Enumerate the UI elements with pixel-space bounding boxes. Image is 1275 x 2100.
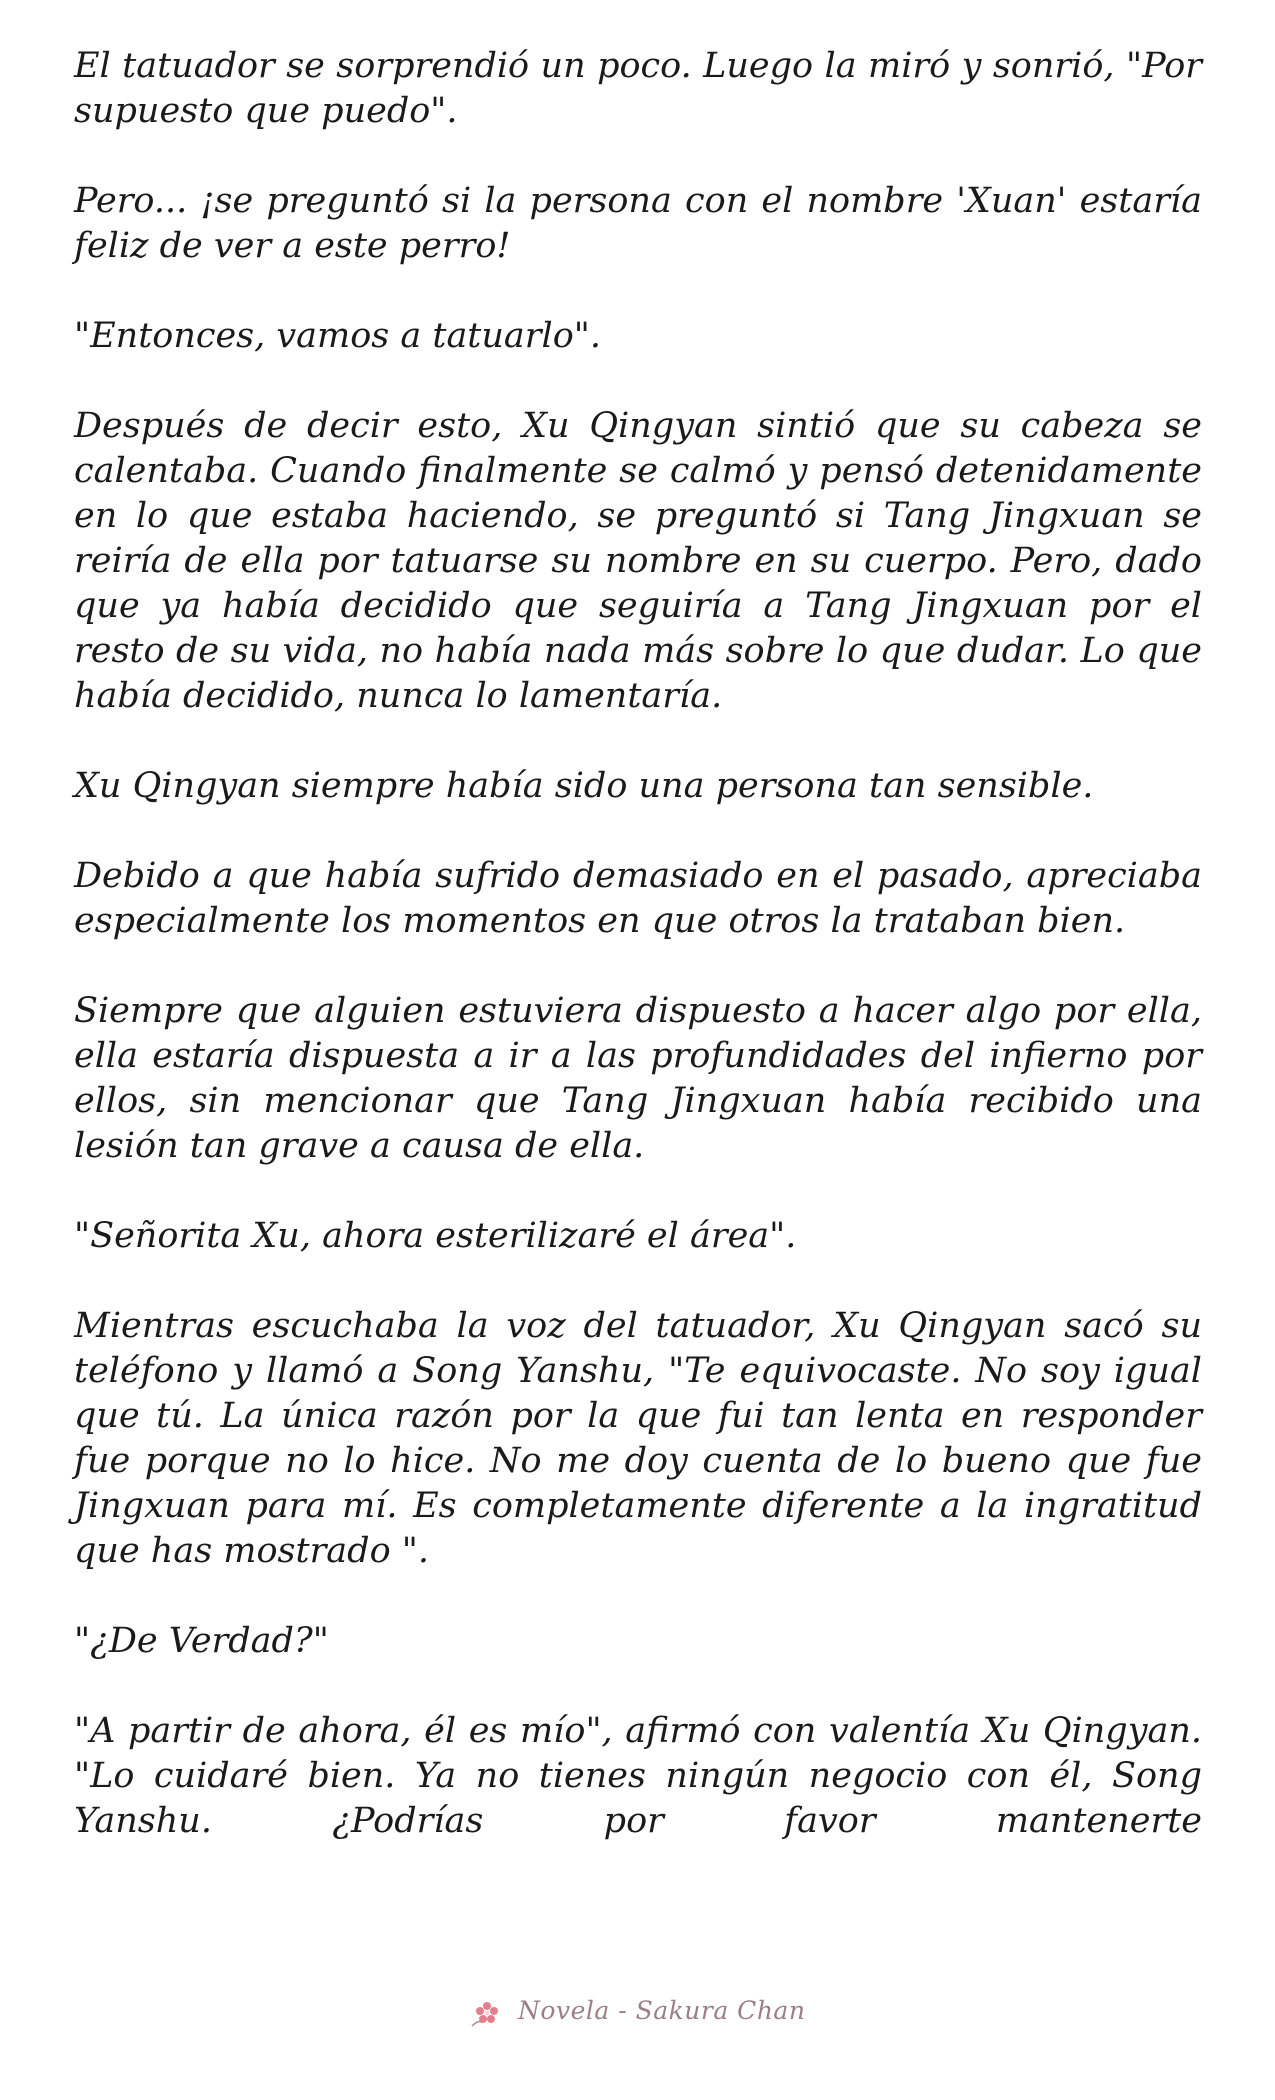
paragraph-2: Pero... ¡se preguntó si la persona con el nombre 'Xuan' estaría feliz de ver a este perro! [74, 181, 1202, 266]
paragraph-1: El tatuador se sorprendió un poco. Luego la miró y sonrió, "Por supuesto que puedo". [74, 46, 1202, 131]
paragraph-9: Mientras escuchaba la voz del tatuador, Xu Qingyan sacó su teléfono y llamó a Song Yanshu, "Te equivocaste. No soy igual que tú. La única razón por la que fui tan lenta en responder fue porque no lo hice. No me doy cuenta de lo bueno que fue Jingxuan para mí. Es completamente diferente a la ingratitud que has mostrado ". [74, 1306, 1202, 1571]
paragraph-8: "Señorita Xu, ahora esterilizaré el área". [74, 1216, 797, 1256]
paragraph-10: "¿De Verdad?" [74, 1621, 329, 1661]
sakura-blossom-icon [470, 1998, 504, 2028]
paragraph-4: Después de decir esto, Xu Qingyan sintió que su cabeza se calentaba. Cuando finalmente se calmó y pensó detenidamente en lo que estaba haciendo, se preguntó si Tang Jingxuan se reiría de ella por tatuarse su nombre en su cuerpo. Pero, dado que ya había decidido que seguiría a Tang Jingxuan por el resto de su vida, no había nada más sobre lo que dudar. Lo que había decidido, nunca lo lamentaría. [74, 406, 1202, 716]
paragraph-3: "Entonces, vamos a tatuarlo". [74, 316, 601, 356]
watermark-text: Novela - Sakura Chan [518, 1996, 806, 2025]
watermark [0, 1996, 1275, 2028]
paragraph-5: Xu Qingyan siempre había sido una persona tan sensible. [74, 766, 1094, 806]
paragraph-11: "A partir de ahora, él es mío", afirmó con valentía Xu Qingyan. "Lo cuidaré bien. Ya no tienes ningún negocio con él, Song Yanshu. ¿Podrías por favor mantenerte [74, 1711, 1202, 1841]
novel-page [74, 44, 1202, 1844]
paragraph-7: Siempre que alguien estuviera dispuesto a hacer algo por ella, ella estaría dispuesta a ir a las profundidades del infierno por ellos, sin mencionar que Tang Jingxuan había recibido una lesión tan grave a causa de ella. [74, 991, 1202, 1166]
paragraph-6: Debido a que había sufrido demasiado en el pasado, apreciaba especialmente los momentos en que otros la trataban bien. [74, 856, 1202, 941]
